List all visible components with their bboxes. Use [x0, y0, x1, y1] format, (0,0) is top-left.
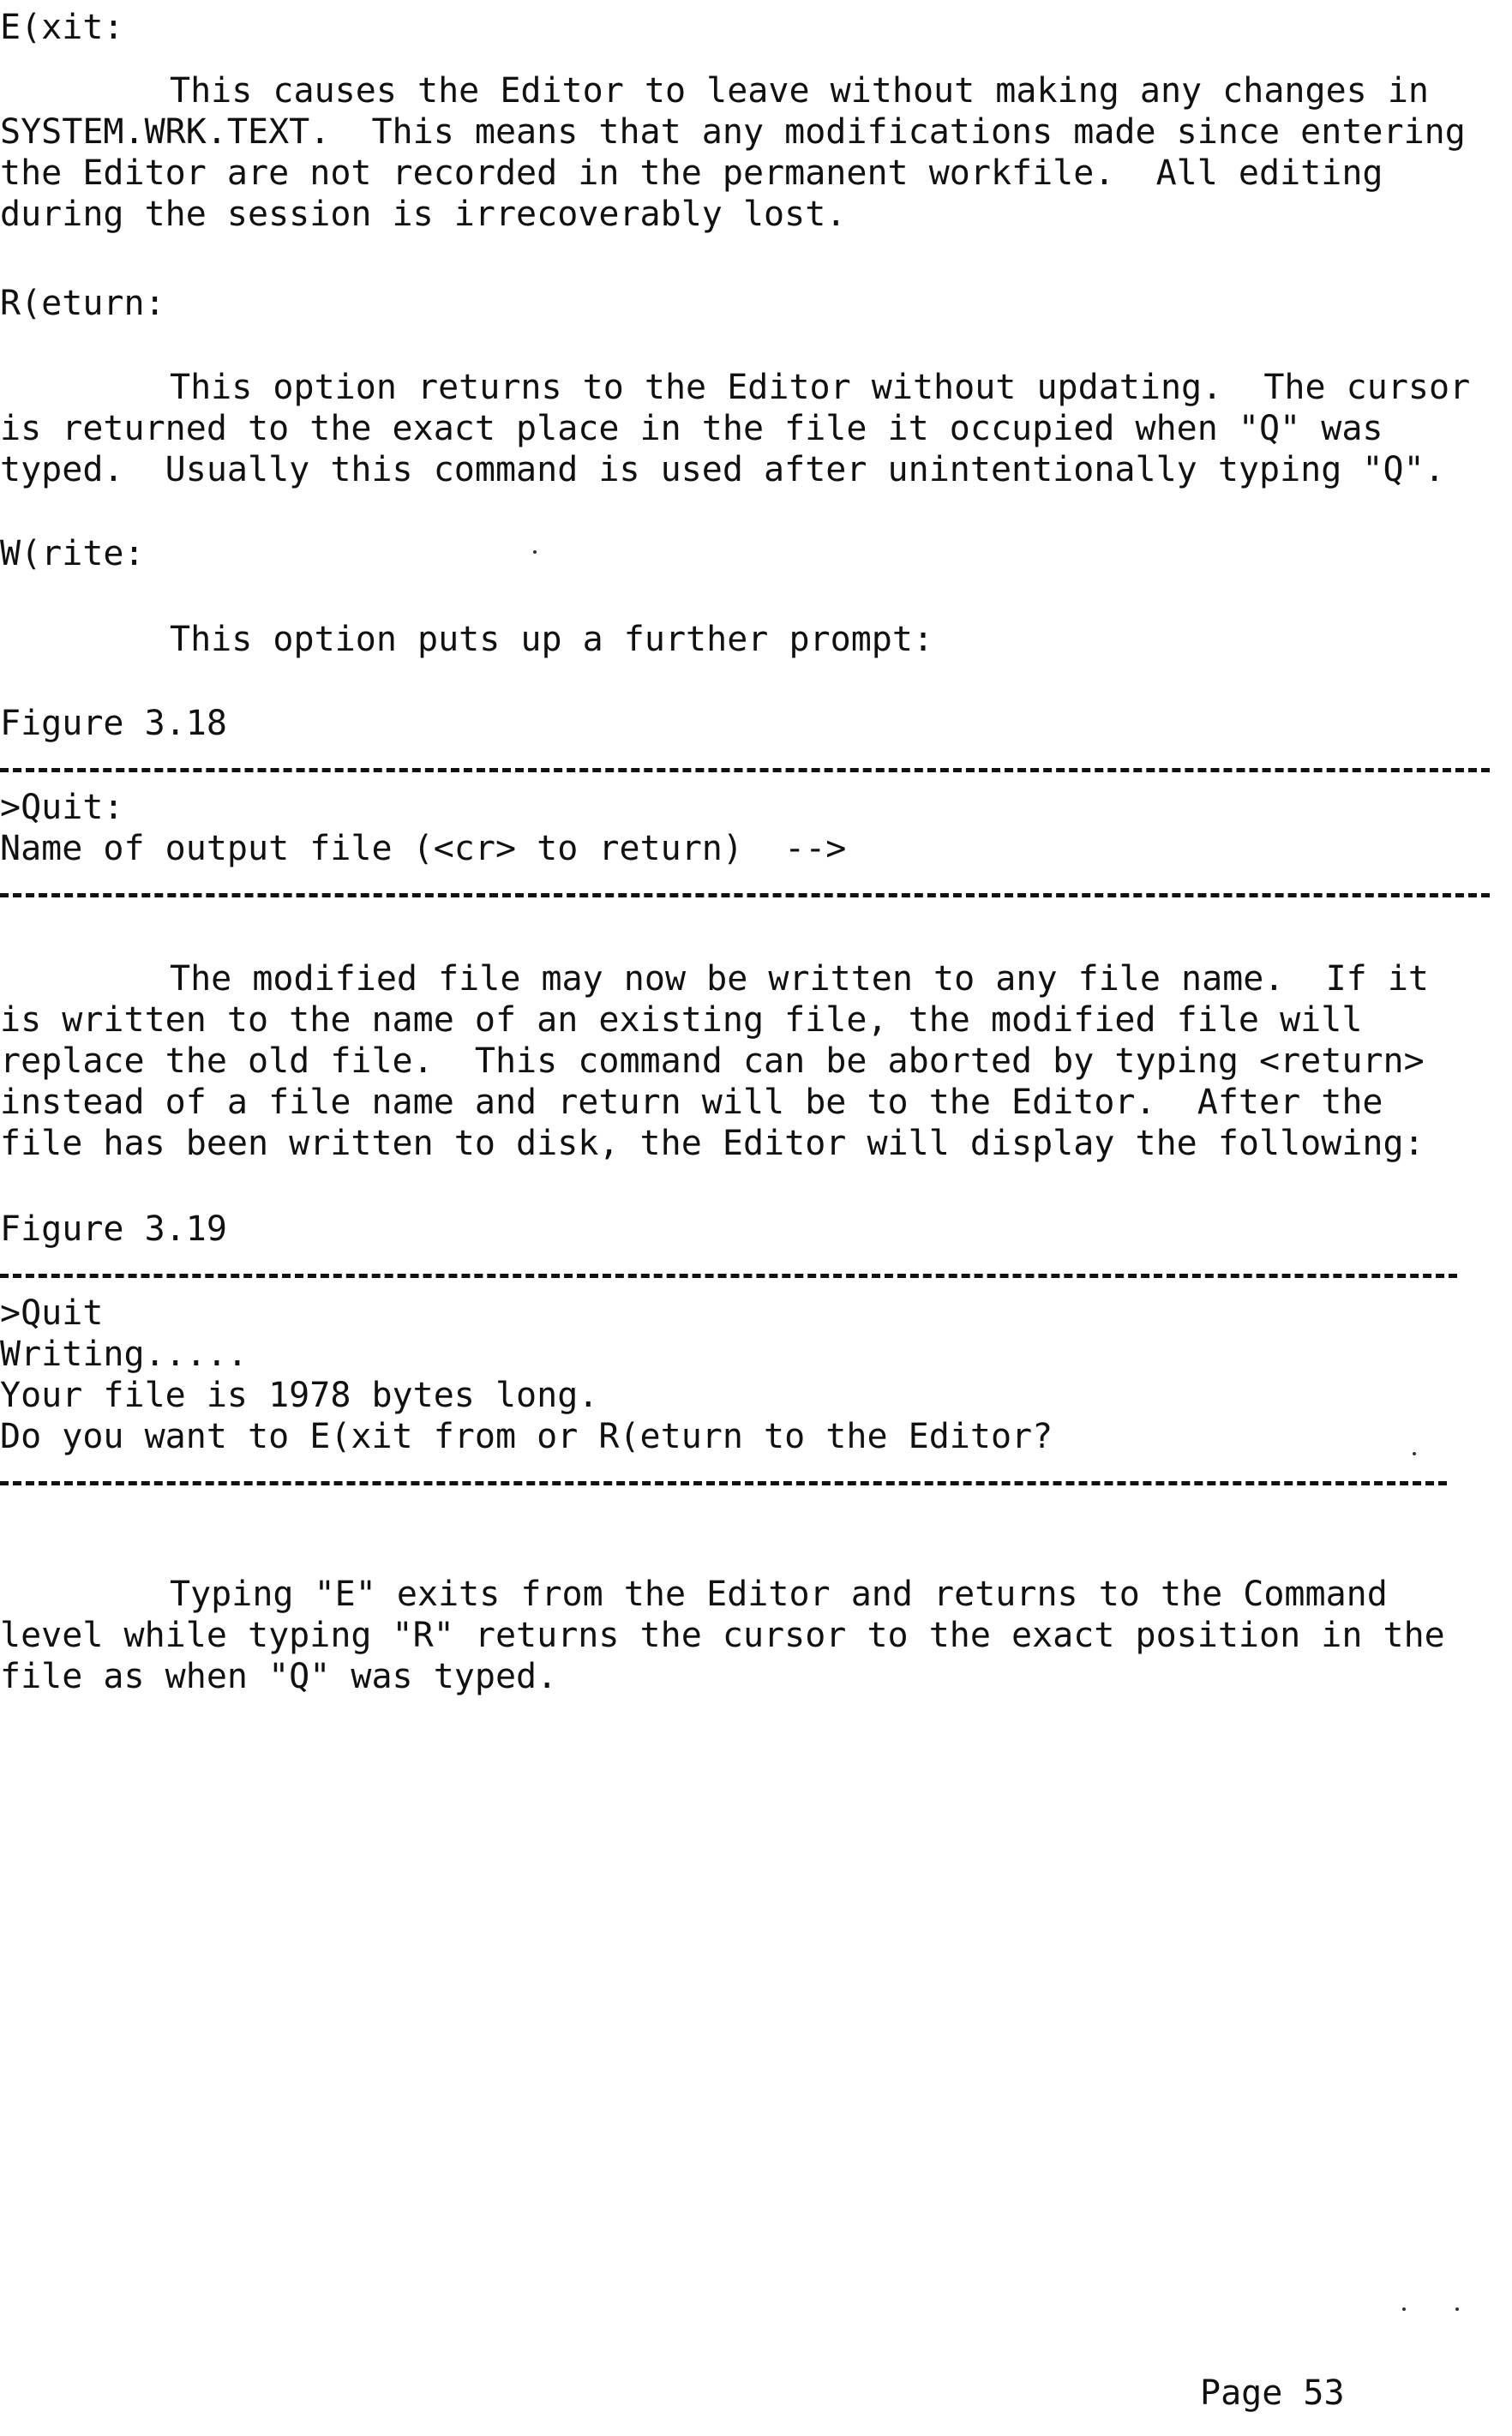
page-number: Page 53 — [1200, 2373, 1345, 2413]
write-paragraph-line: This option puts up a further prompt: — [170, 620, 934, 659]
return-paragraph-line: is returned to the exact place in the file it occupied when "Q" was — [0, 409, 1383, 448]
figure-3-19-top-rule — [0, 1274, 1457, 1278]
exit-paragraph-line: This causes the Editor to leave without making any changes in — [170, 71, 1430, 111]
figure-3-19-caption: Figure 3.19 — [0, 1209, 227, 1249]
figure-3-19-line: Do you want to E(xit from or R(eturn to the Editor? — [0, 1417, 1053, 1456]
figure-3-18-line: >Quit: — [0, 788, 124, 827]
scan-speck — [1455, 2307, 1459, 2311]
write-paragraph-line: is written to the name of an existing file, the modified file will — [0, 1000, 1363, 1040]
figure-3-19-bottom-rule — [0, 1481, 1447, 1485]
closing-paragraph-line: Typing "E" exits from the Editor and returns to the Command — [170, 1575, 1388, 1614]
exit-paragraph-line: during the session is irrecoverably lost. — [0, 195, 847, 234]
write-paragraph-line: file has been written to disk, the Editor will display the following: — [0, 1124, 1425, 1163]
return-heading: R(eturn: — [0, 284, 165, 323]
figure-3-18-top-rule — [0, 768, 1490, 772]
return-paragraph-line: typed. Usually this command is used after unintentionally typing "Q". — [0, 450, 1445, 489]
figure-3-19-line: Writing..... — [0, 1335, 248, 1374]
write-paragraph-line: replace the old file. This command can be aborted by typing <return> — [0, 1041, 1425, 1081]
exit-heading: E(xit: — [0, 8, 124, 47]
exit-paragraph-line: SYSTEM.WRK.TEXT. This means that any modifications made since entering — [0, 112, 1466, 152]
write-paragraph-line: instead of a file name and return will be to the Editor. After the — [0, 1083, 1383, 1122]
figure-3-18-caption: Figure 3.18 — [0, 704, 227, 743]
scan-speck — [1402, 2307, 1406, 2311]
closing-paragraph-line: file as when "Q" was typed. — [0, 1657, 558, 1696]
scan-speck — [1413, 1452, 1416, 1455]
write-heading: W(rite: — [0, 534, 145, 573]
figure-3-19-line: >Quit — [0, 1293, 104, 1333]
figure-3-18-line: Name of output file (<cr> to return) --> — [0, 829, 847, 868]
return-paragraph-line: This option returns to the Editor without updating. The cursor — [170, 368, 1471, 407]
scan-speck — [533, 550, 537, 554]
figure-3-18-bottom-rule — [0, 893, 1490, 897]
figure-3-19-line: Your file is 1978 bytes long. — [0, 1376, 599, 1415]
closing-paragraph-line: level while typing "R" returns the cursor to the exact position in the — [0, 1616, 1445, 1655]
write-paragraph-line: The modified file may now be written to any file name. If it — [170, 959, 1430, 999]
exit-paragraph-line: the Editor are not recorded in the permanent workfile. All editing — [0, 153, 1383, 193]
